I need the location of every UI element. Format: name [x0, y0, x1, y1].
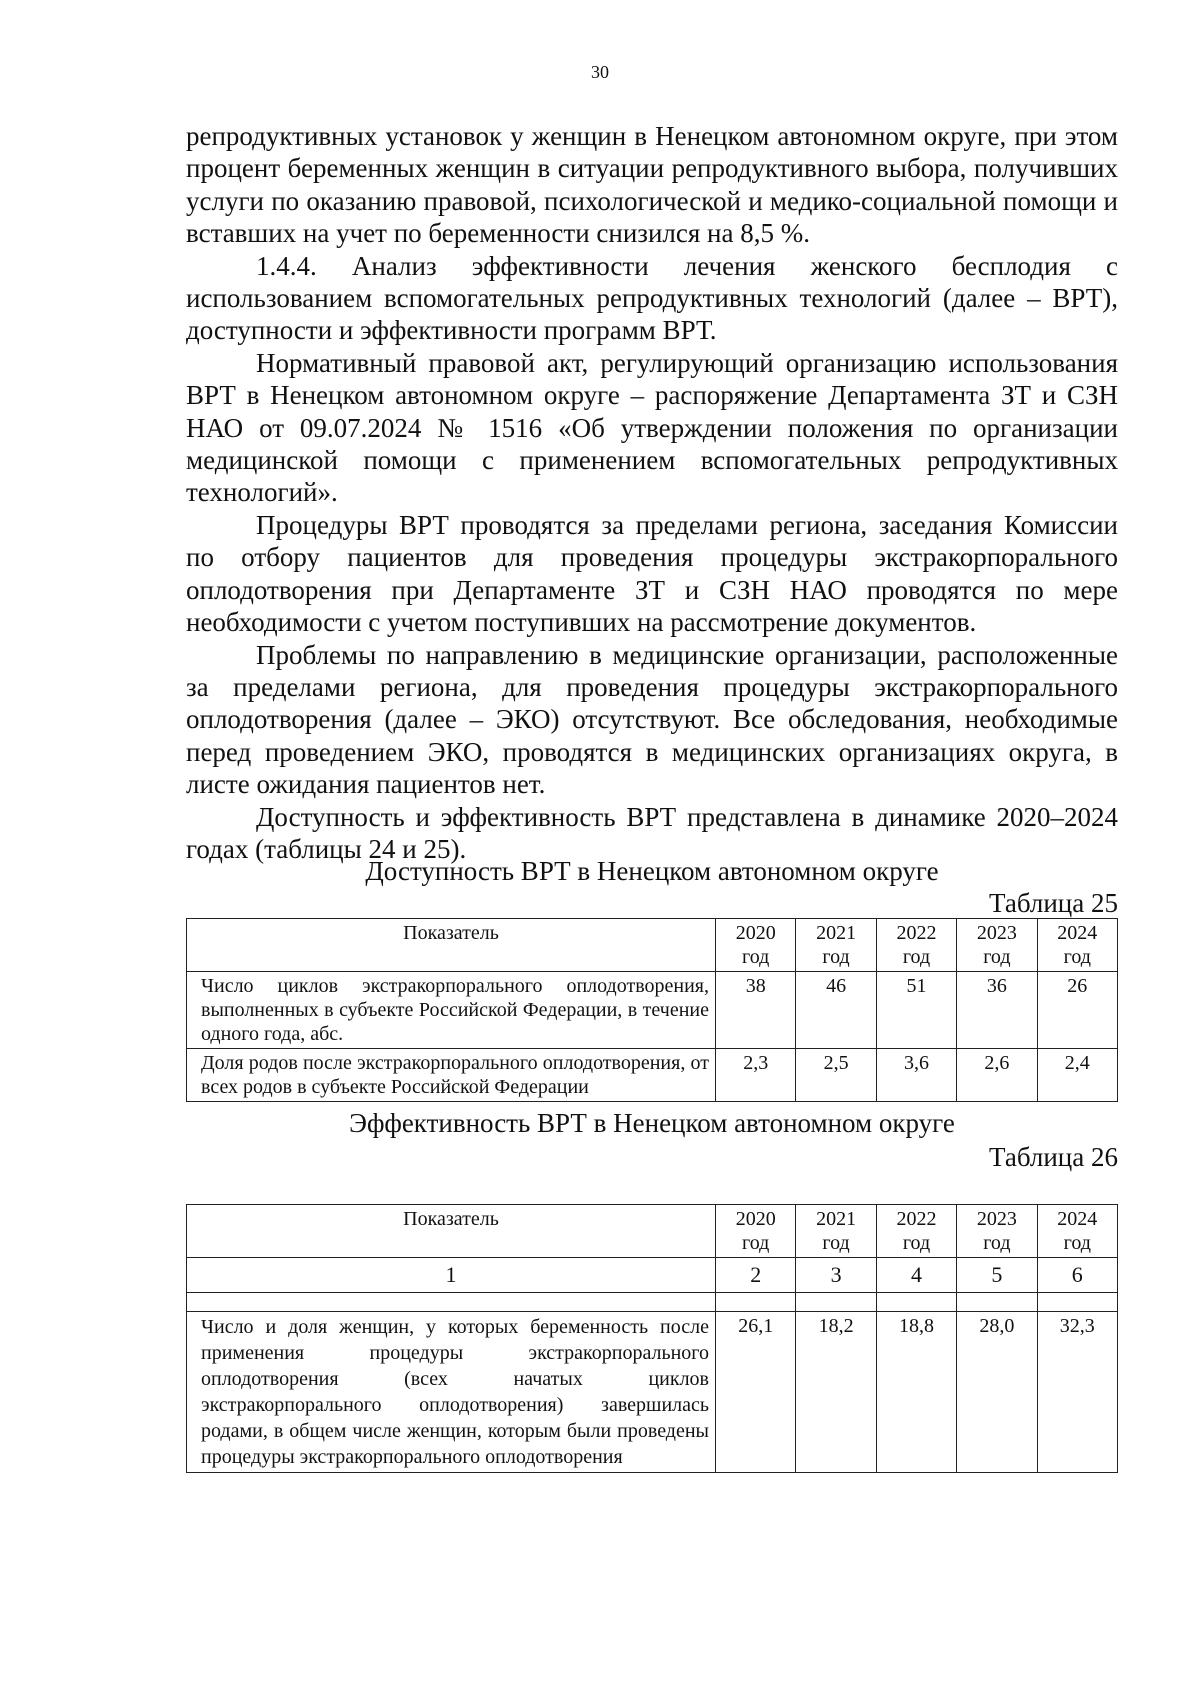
- column-number: 3: [796, 1258, 876, 1293]
- table-header-row: [187, 919, 1118, 972]
- body-text: [186, 120, 1118, 865]
- row-value: 46: [796, 972, 876, 1049]
- column-number: 1: [187, 1258, 716, 1293]
- table1-caption: Таблица 25: [989, 888, 1118, 918]
- row-value: 2,3: [716, 1049, 796, 1102]
- table-header-row: [187, 1205, 1118, 1258]
- header-indicator: Показатель: [187, 919, 716, 972]
- column-number: 4: [876, 1258, 956, 1293]
- table-row: [187, 1049, 1118, 1102]
- table1-title: Доступность ВРТ в Ненецком автономном округе: [365, 856, 939, 886]
- row-value: 51: [876, 972, 956, 1049]
- table-availability: [186, 918, 1118, 1102]
- row-value: 26: [1037, 972, 1117, 1049]
- header-year: 2020 год: [716, 1205, 796, 1258]
- row-value: 2,4: [1037, 1049, 1117, 1102]
- paragraph-section-heading: 1.4.4. Анализ эффективности лечения женского бесплодия с использованием вспомогательных репродуктивных технологий (далее – ВРТ), доступности и эффективности программ ВРТ.: [186, 250, 1118, 346]
- spacer-row: [187, 1293, 1118, 1312]
- paragraph-4: Процедуры ВРТ проводятся за пределами региона, заседания Комиссии по отбору пациентов для проведения процедуры экстракорпорального оплодотворения при Департаменте ЗТ и СЗН НАО проводятся по мере необходимости с учетом поступивших на рассмотрение документов.: [186, 509, 1118, 638]
- row-value: 3,6: [876, 1049, 956, 1102]
- column-number: 2: [716, 1258, 796, 1293]
- paragraph-6: Доступность и эффективность ВРТ представлена в динамике 2020–2024 годах (таблицы 24 и 25).: [186, 801, 1118, 864]
- table-row: [187, 972, 1118, 1049]
- header-year: 2024 год: [1037, 919, 1117, 972]
- row-indicator: Число циклов экстракорпорального оплодотворения, выполненных в субъекте Российской Федерации, в течение одного года, абс.: [187, 972, 716, 1049]
- row-value: 2,5: [796, 1049, 876, 1102]
- header-year: 2023 год: [957, 1205, 1037, 1258]
- table2-title: Эффективность ВРТ в Ненецком автономном округе: [349, 1108, 955, 1138]
- row-indicator: Доля родов после экстракорпорального оплодотворения, от всех родов в субъекте Российской Федерации: [187, 1049, 716, 1102]
- header-year: 2022 год: [876, 1205, 956, 1258]
- row-value: 36: [957, 972, 1037, 1049]
- page-number: 30: [591, 62, 609, 82]
- header-year: 2021 год: [796, 919, 876, 972]
- table-efficiency: [186, 1204, 1118, 1473]
- paragraph-3: Нормативный правовой акт, регулирующий организацию использования ВРТ в Ненецком автономном округе – распоряжение Департамента ЗТ и СЗН НАО от 09.07.2024 № 1516 «Об утверждении положения по организации медицинской помощи с применением вспомогательных репродуктивных технологий».: [186, 347, 1118, 508]
- table2-caption: Таблица 26: [989, 1142, 1118, 1172]
- column-number: 5: [957, 1258, 1037, 1293]
- paragraph-5: Проблемы по направлению в медицинские организации, расположенные за пределами региона, для проведения процедуры экстракорпорального оплодотворения (далее – ЭКО) отсутствуют. Все обследования, необходимые перед проведением ЭКО, проводятся в медицинских организациях округа, в листе ожидания пациентов нет.: [186, 639, 1118, 800]
- row-value: 2,6: [957, 1049, 1037, 1102]
- row-value: 28,0: [957, 1312, 1037, 1473]
- header-year: 2021 год: [796, 1205, 876, 1258]
- row-value: 18,2: [796, 1312, 876, 1473]
- header-year: 2020 год: [716, 919, 796, 972]
- header-indicator: Показатель: [187, 1205, 716, 1258]
- row-value: 18,8: [876, 1312, 956, 1473]
- row-value: 38: [716, 972, 796, 1049]
- table-row: [187, 1312, 1118, 1473]
- header-year: 2022 год: [876, 919, 956, 972]
- header-year: 2024 год: [1037, 1205, 1117, 1258]
- column-numbers-row: [187, 1258, 1118, 1293]
- column-number: 6: [1037, 1258, 1117, 1293]
- row-value: 26,1: [716, 1312, 796, 1473]
- header-year: 2023 год: [957, 919, 1037, 972]
- paragraph-1: репродуктивных установок у женщин в Ненецком автономном округе, при этом процент беременных женщин в ситуации репродуктивного выбора, получивших услуги по оказанию правовой, психологической и медико-социальной помощи и вставших на учет по беременности снизился на 8,5 %.: [186, 121, 1118, 249]
- row-value: 32,3: [1037, 1312, 1117, 1473]
- row-indicator: Число и доля женщин, у которых беременность после применения процедуры экстракорпорального оплодотворения (всех начатых циклов экстракорпорального оплодотворения) завершилась родами, в общем числе женщин, которым были проведены процедуры экстракорпорального оплодотворения: [187, 1312, 716, 1473]
